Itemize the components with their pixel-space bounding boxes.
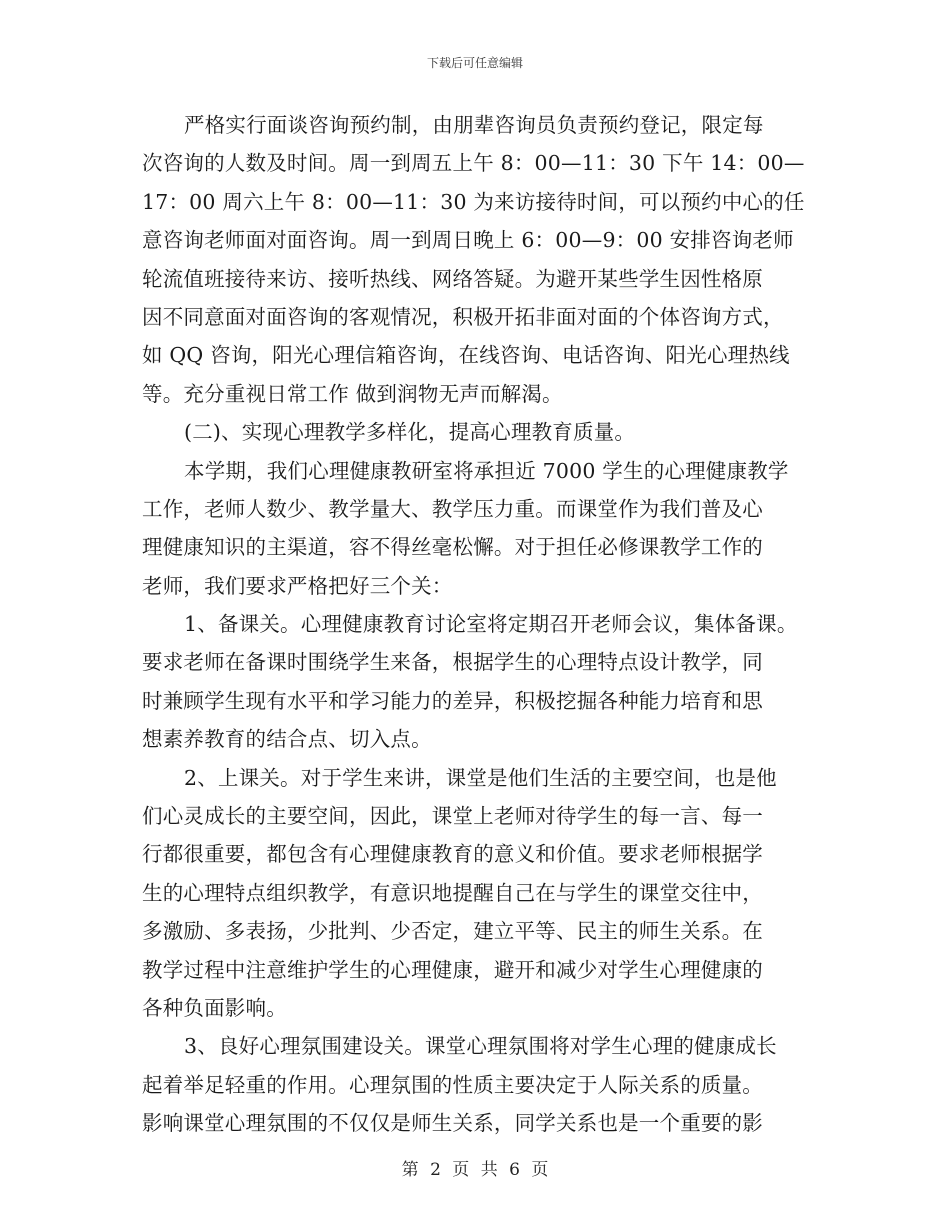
document-body (142, 106, 832, 1143)
body-line: 理健康知识的主渠道，容不得丝毫松懈。对于担任必修课教学工作的 (142, 535, 763, 560)
body-line: 17：00 周六上午 8：00—11：30 为来访接待时间，可以预约中心的任 (142, 189, 805, 214)
body-line: 老师，我们要求严格把好三个关： (142, 573, 453, 598)
body-line: 各种负面影响。 (142, 995, 287, 1020)
body-line: 2、上课关。对于学生来讲，课堂是他们生活的主要空间，也是他 (184, 765, 777, 790)
body-line: 多激励、多表扬，少批判、少否定，建立平等、民主的师生关系。在 (142, 919, 763, 944)
body-line: 3、良好心理氛围建设关。课堂心理氛围将对学生心理的健康成长 (184, 1034, 777, 1059)
body-line: 1、备课关。心理健康教育讨论室将定期召开老师会议，集体备课。 (184, 612, 798, 637)
body-line: 起着举足轻重的作用。心理氛围的性质主要决定于人际关系的质量。 (142, 1072, 763, 1097)
body-line: 生的心理特点组织教学，有意识地提醒自己在与学生的课堂交往中， (142, 880, 763, 905)
body-line: 次咨询的人数及时间。周一到周五上午 8：00—11：30 下午 14：00— (142, 151, 805, 176)
body-line: 等。充分重视日常工作 做到润物无声而解渴。 (142, 381, 563, 406)
body-line: 意咨询老师面对面咨询。周一到周日晚上 6：00—9：00 安排咨询老师 (142, 228, 794, 253)
body-line: 轮流值班接待来访、接听热线、网络答疑。为避开某些学生因性格原 (142, 266, 763, 291)
body-line: 教学过程中注意维护学生的心理健康，避开和减少对学生心理健康的 (142, 957, 763, 982)
section-heading: (二)、实现心理教学多样化，提高心理教育质量。 (184, 420, 636, 445)
body-line: 如 QQ 咨询，阳光心理信箱咨询，在线咨询、电话咨询、阳光心理热线 (142, 343, 790, 368)
body-line: 工作，老师人数少、教学量大、教学压力重。而课堂作为我们普及心 (142, 496, 763, 521)
body-line: 想素养教育的结合点、切入点。 (142, 727, 432, 752)
body-line: 因不同意面对面咨询的客观情况，积极开拓非面对面的个体咨询方式， (142, 304, 784, 329)
body-line: 行都很重要，都包含有心理健康教育的意义和价值。要求老师根据学 (142, 842, 763, 867)
body-line: 影响课堂心理氛围的不仅仅是师生关系，同学关系也是一个重要的影 (142, 1111, 763, 1136)
body-line: 本学期，我们心理健康教研室将承担近 7000 学生的心理健康教学 (184, 458, 789, 483)
body-line: 严格实行面谈咨询预约制，由朋辈咨询员负责预约登记，限定每 (184, 113, 764, 137)
body-line: 时兼顾学生现有水平和学习能力的差异，积极挖掘各种能力培育和思 (142, 688, 763, 713)
body-line: 们心灵成长的主要空间，因此，课堂上老师对待学生的每一言、每一 (142, 804, 763, 829)
page-header: 下载后可任意编辑 (426, 56, 523, 70)
page-footer: 第 2 页 共 6 页 (401, 1160, 549, 1180)
body-line: 要求老师在备课时围绕学生来备，根据学生的心理特点设计教学，同 (142, 650, 763, 675)
